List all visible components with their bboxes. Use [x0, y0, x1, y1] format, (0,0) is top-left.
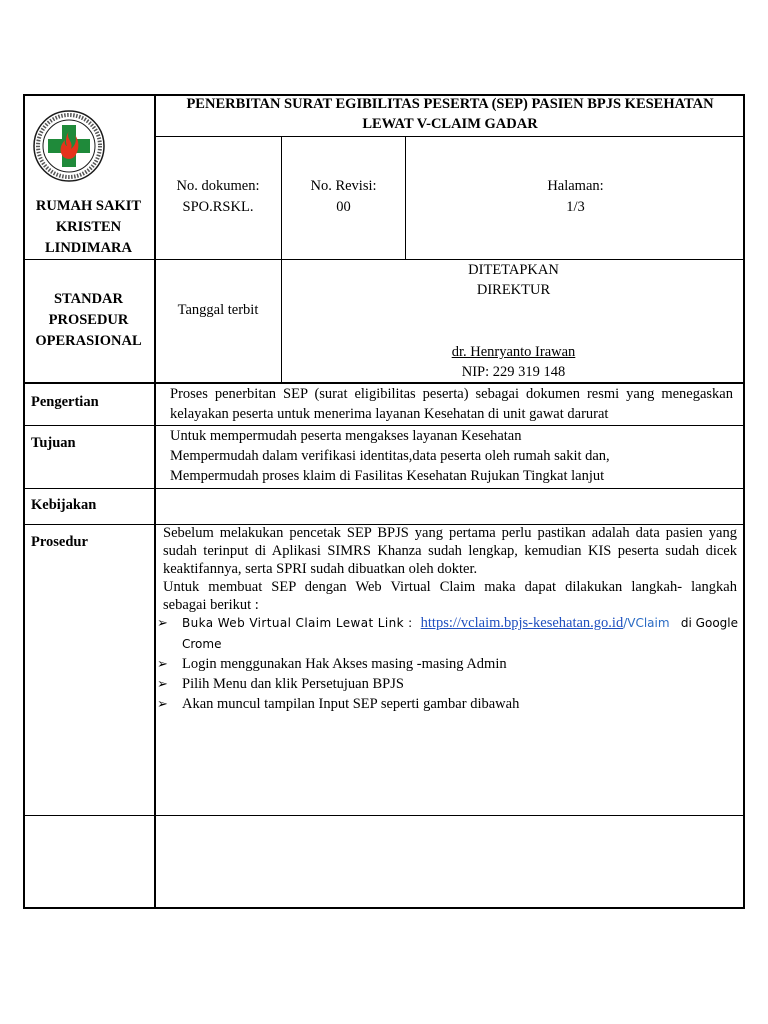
doc-number-label: No. dokumen: [176, 178, 260, 194]
sop-label-line-1: STANDAR [53, 291, 124, 307]
prosedur-label: Prosedur [31, 534, 88, 550]
kebijakan-label: Kebijakan [31, 497, 97, 513]
pengertian-text-line-2: kelayakan peserta untuk menerima layanan Kesehatan di unit gawat darurat [170, 406, 609, 422]
tujuan-text-line-2: Mempermudah dalam verifikasi identitas,data peserta oleh rumah sakit dan, [170, 448, 610, 464]
prosedur-p2-line-1: Untuk membuat SEP dengan Web Virtual Claim maka dapat dilakukan langkah- langkah [163, 579, 737, 595]
step-3-text: Pilih Menu dan klik Persetujuan BPJS [182, 676, 404, 692]
step-1-line-1 [182, 613, 738, 633]
document-title-line-1: PENERBITAN SURAT EGIBILITAS PESERTA (SEP) PASIEN BPJS KESEHATAN [186, 96, 714, 112]
step-1-prefix: Buka Web Virtual Claim Lewat Link : [182, 616, 413, 630]
prosedur-p1-line-3: keaktifannya, serta SPRI sudah dibuatkan oleh dokter. [163, 561, 478, 577]
approval-line-1: DITETAPKAN [468, 262, 559, 278]
doc-number-value: SPO.RSKL. [182, 199, 254, 215]
prosedur-p2-line-2: sebagai berikut : [163, 597, 259, 613]
revision-value: 00 [336, 199, 351, 215]
sop-document [23, 94, 745, 909]
sop-label-line-2: PROSEDUR [48, 312, 129, 328]
director-name [282, 342, 745, 362]
tujuan-text-line-1: Untuk mempermudah peserta mengakses layanan Kesehatan [170, 428, 522, 444]
step-2-text: Login menggunakan Hak Akses masing -masing Admin [182, 656, 507, 672]
page-label: Halaman: [547, 178, 604, 194]
hospital-name-line-2: KRISTEN [55, 219, 122, 235]
hospital-cross-flame-seal-icon [32, 109, 106, 183]
step-1-path: /VClaim [623, 616, 670, 630]
approval-line-2: DIREKTUR [476, 282, 551, 298]
revision-label: No. Revisi: [310, 178, 377, 194]
pengertian-text-line-1: Proses penerbitan SEP (surat eligibilitas peserta) sebagai dokumen resmi yang menegaskan [170, 386, 733, 402]
step-1-link[interactable]: https://vclaim.bpjs-kesehatan.go.id [420, 615, 624, 631]
step-1-suffix: di Google [680, 616, 738, 630]
tujuan-text-line-3: Mempermudah proses klaim di Fasilitas Kesehatan Rujukan Tingkat lanjut [170, 468, 605, 484]
step-2-bullet-icon: ➢ [157, 656, 168, 671]
tujuan-bottom-line [23, 488, 745, 489]
step-4-bullet-icon: ➢ [157, 696, 168, 711]
step-1-bullet-icon: ➢ [157, 615, 168, 630]
pengertian-label: Pengertian [31, 394, 99, 410]
document-title-line-2: LEWAT V-CLAIM GADAR [362, 116, 538, 132]
prosedur-bottom-line [23, 815, 745, 816]
prosedur-p1-line-2: sudah terinput di Aplikasi SIMRS Khanza sudah lengkap, kemudian KIS peserta sudah dicek [163, 543, 737, 559]
issue-date-label: Tanggal terbit [177, 302, 259, 318]
step-1-line-2: Crome [182, 637, 222, 651]
sop-label-line-3: OPERASIONAL [35, 333, 142, 349]
step-4-text: Akan muncul tampilan Input SEP seperti gambar dibawah [182, 696, 520, 712]
hospital-name-line-1: RUMAH SAKIT [35, 198, 142, 214]
director-nip: NIP: 229 319 148 [461, 364, 566, 380]
title-divider [155, 136, 745, 137]
prosedur-p1-line-1: Sebelum melakukan pencetak SEP BPJS yang pertama perlu pastikan adalah data pasien yang [163, 525, 737, 541]
tujuan-label: Tujuan [31, 435, 76, 451]
director-name-text: dr. Henryanto Irawan [451, 344, 576, 360]
hospital-name-line-3: LINDIMARA [45, 240, 132, 256]
page-value: 1/3 [566, 199, 585, 215]
step-3-bullet-icon: ➢ [157, 676, 168, 691]
